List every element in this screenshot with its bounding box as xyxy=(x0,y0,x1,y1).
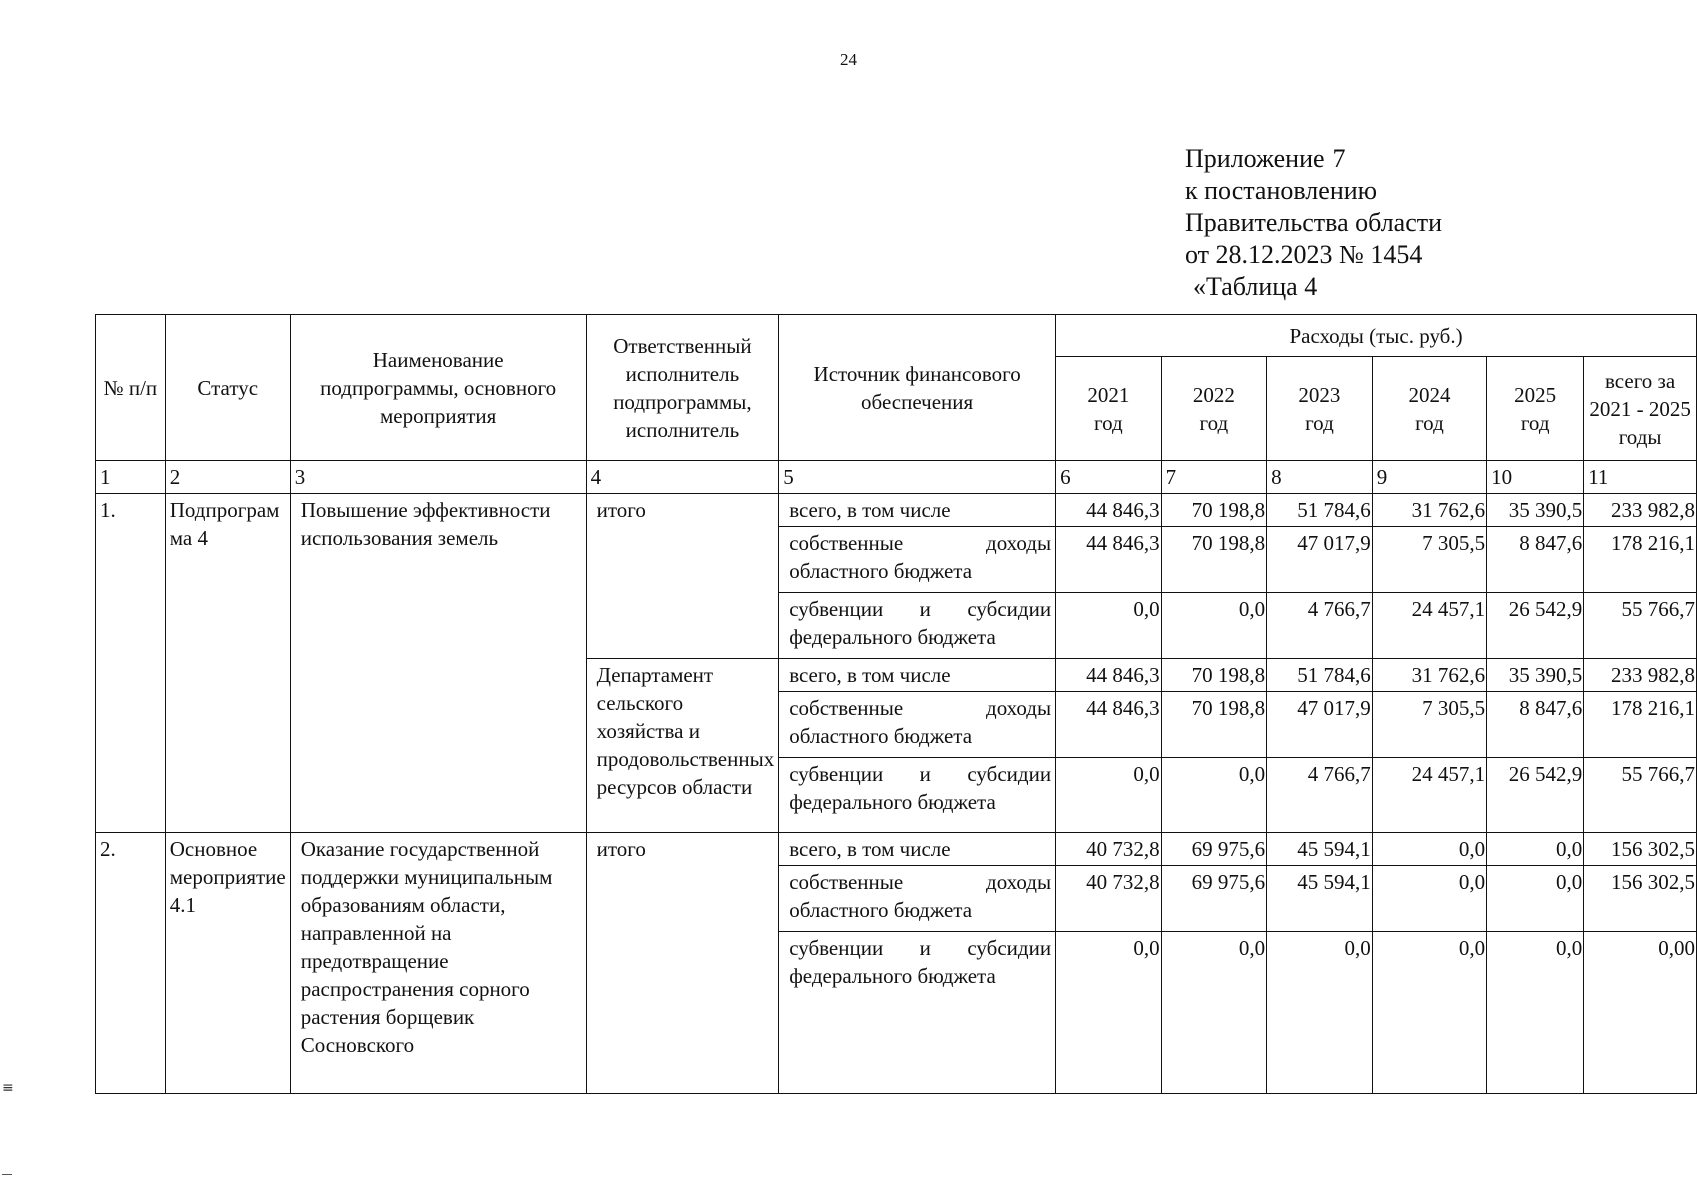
value-cell: 44 846,3 xyxy=(1056,659,1162,692)
value-cell: 233 982,8 xyxy=(1584,659,1697,692)
value-cell: 31 762,6 xyxy=(1372,659,1486,692)
appendix-header xyxy=(1185,143,1442,303)
value-cell: 40 732,8 xyxy=(1056,866,1162,932)
value-cell: 26 542,9 xyxy=(1487,758,1584,833)
value-cell: 0,0 xyxy=(1056,593,1162,659)
index-cell: 6 xyxy=(1056,461,1162,494)
header-expenses: Расходы (тыс. руб.) xyxy=(1056,315,1697,357)
value-cell: 0,0 xyxy=(1161,593,1267,659)
header-year-total: всего за 2021 - 2025 годы xyxy=(1584,357,1697,461)
value-cell: 26 542,9 xyxy=(1487,593,1584,659)
row-source: собственные доходы областного бюджета xyxy=(779,527,1056,593)
row-number: 2. xyxy=(96,833,166,1094)
value-cell: 0,0 xyxy=(1487,932,1584,1094)
header-year-2021: 2021 год xyxy=(1056,357,1162,461)
value-cell: 7 305,5 xyxy=(1372,527,1486,593)
value-cell: 55 766,7 xyxy=(1584,758,1697,833)
value-cell: 31 762,6 xyxy=(1372,494,1486,527)
value-cell: 51 784,6 xyxy=(1267,494,1373,527)
value-cell: 178 216,1 xyxy=(1584,527,1697,593)
appendix-line-3: Правительства области xyxy=(1185,208,1443,237)
header-executor: Ответственный исполнитель подпрограммы, исполнитель xyxy=(586,315,779,461)
header-name: Наименование подпрограммы, основного мероприятия xyxy=(290,315,586,461)
index-cell: 1 xyxy=(96,461,166,494)
value-cell: 0,0 xyxy=(1487,866,1584,932)
value-cell: 0,0 xyxy=(1372,932,1486,1094)
value-cell: 45 594,1 xyxy=(1267,866,1373,932)
value-cell: 0,0 xyxy=(1372,866,1486,932)
page-number: 24 xyxy=(840,50,857,69)
value-cell: 40 732,8 xyxy=(1056,833,1162,866)
index-cell: 4 xyxy=(586,461,779,494)
row-source: субвенции и субсидии федерального бюджета xyxy=(779,932,1056,1094)
row-executor: Департамент сельского хозяйства и продовольственных ресурсов области xyxy=(586,659,779,833)
row-status: Основное мероприятие 4.1 xyxy=(165,833,290,1094)
index-cell: 10 xyxy=(1487,461,1584,494)
index-cell: 8 xyxy=(1267,461,1373,494)
value-cell: 44 846,3 xyxy=(1056,692,1162,758)
index-cell: 5 xyxy=(779,461,1056,494)
table-row xyxy=(96,494,1697,527)
row-source: субвенции и субсидии федерального бюджета xyxy=(779,758,1056,833)
value-cell: 70 198,8 xyxy=(1161,659,1267,692)
value-cell: 178 216,1 xyxy=(1584,692,1697,758)
budget-table xyxy=(95,314,1697,1094)
row-number: 1. xyxy=(96,494,166,833)
index-cell: 3 xyxy=(290,461,586,494)
row-source: всего, в том числе xyxy=(779,659,1056,692)
header-year-2023: 2023 год xyxy=(1267,357,1373,461)
value-cell: 4 766,7 xyxy=(1267,593,1373,659)
row-source: субвенции и субсидии федерального бюджета xyxy=(779,593,1056,659)
value-cell: 69 975,6 xyxy=(1161,833,1267,866)
margin-mark: ≡ xyxy=(2,1080,14,1096)
table-row xyxy=(96,833,1697,866)
value-cell: 8 847,6 xyxy=(1487,692,1584,758)
index-cell: 9 xyxy=(1372,461,1486,494)
value-cell: 47 017,9 xyxy=(1267,692,1373,758)
value-cell: 0,0 xyxy=(1056,758,1162,833)
appendix-line-5: «Таблица 4 xyxy=(1193,272,1318,301)
value-cell: 35 390,5 xyxy=(1487,659,1584,692)
value-cell: 35 390,5 xyxy=(1487,494,1584,527)
appendix-line-2: к постановлению xyxy=(1185,176,1378,205)
value-cell: 0,0 xyxy=(1056,932,1162,1094)
value-cell: 8 847,6 xyxy=(1487,527,1584,593)
value-cell: 45 594,1 xyxy=(1267,833,1373,866)
value-cell: 0,0 xyxy=(1161,758,1267,833)
index-cell: 2 xyxy=(165,461,290,494)
value-cell: 233 982,8 xyxy=(1584,494,1697,527)
value-cell: 44 846,3 xyxy=(1056,494,1162,527)
value-cell: 0,0 xyxy=(1161,932,1267,1094)
value-cell: 0,0 xyxy=(1372,833,1486,866)
value-cell: 55 766,7 xyxy=(1584,593,1697,659)
value-cell: 0,0 xyxy=(1487,833,1584,866)
row-executor: итого xyxy=(586,833,779,1094)
value-cell: 47 017,9 xyxy=(1267,527,1373,593)
value-cell: 69 975,6 xyxy=(1161,866,1267,932)
value-cell: 24 457,1 xyxy=(1372,593,1486,659)
value-cell: 156 302,5 xyxy=(1584,866,1697,932)
row-source: собственные доходы областного бюджета xyxy=(779,866,1056,932)
value-cell: 0,00 xyxy=(1584,932,1697,1094)
header-year-2024: 2024 год xyxy=(1372,357,1486,461)
value-cell: 70 198,8 xyxy=(1161,527,1267,593)
header-year-2025: 2025 год xyxy=(1487,357,1584,461)
index-cell: 7 xyxy=(1161,461,1267,494)
value-cell: 24 457,1 xyxy=(1372,758,1486,833)
appendix-label: Приложение xyxy=(1185,144,1325,173)
value-cell: 70 198,8 xyxy=(1161,692,1267,758)
row-executor: итого xyxy=(586,494,779,659)
value-cell: 70 198,8 xyxy=(1161,494,1267,527)
row-source: собственные доходы областного бюджета xyxy=(779,692,1056,758)
header-year-2022: 2022 год xyxy=(1161,357,1267,461)
header-status: Статус xyxy=(165,315,290,461)
header-source: Источник финансового обеспечения xyxy=(779,315,1056,461)
row-source: всего, в том числе xyxy=(779,494,1056,527)
header-num: № п/п xyxy=(96,315,166,461)
index-cell: 11 xyxy=(1584,461,1697,494)
margin-dash xyxy=(2,1174,12,1175)
appendix-line-4: от 28.12.2023 № 1454 xyxy=(1185,240,1423,269)
header-row-1 xyxy=(96,315,1697,357)
value-cell: 44 846,3 xyxy=(1056,527,1162,593)
row-name: Оказание государственной поддержки муниципальным образованиям области, направленной на предотвращение распространения сорного растения борщевик Сосновского xyxy=(290,833,586,1094)
appendix-line-1 xyxy=(1185,143,1442,175)
value-cell: 0,0 xyxy=(1267,932,1373,1094)
value-cell: 4 766,7 xyxy=(1267,758,1373,833)
value-cell: 7 305,5 xyxy=(1372,692,1486,758)
row-source: всего, в том числе xyxy=(779,833,1056,866)
row-status: Подпрограмма 4 xyxy=(165,494,290,833)
index-row xyxy=(96,461,1697,494)
value-cell: 156 302,5 xyxy=(1584,833,1697,866)
appendix-number: 7 xyxy=(1332,144,1346,173)
value-cell: 51 784,6 xyxy=(1267,659,1373,692)
row-name: Повышение эффективности использования земель xyxy=(290,494,586,833)
